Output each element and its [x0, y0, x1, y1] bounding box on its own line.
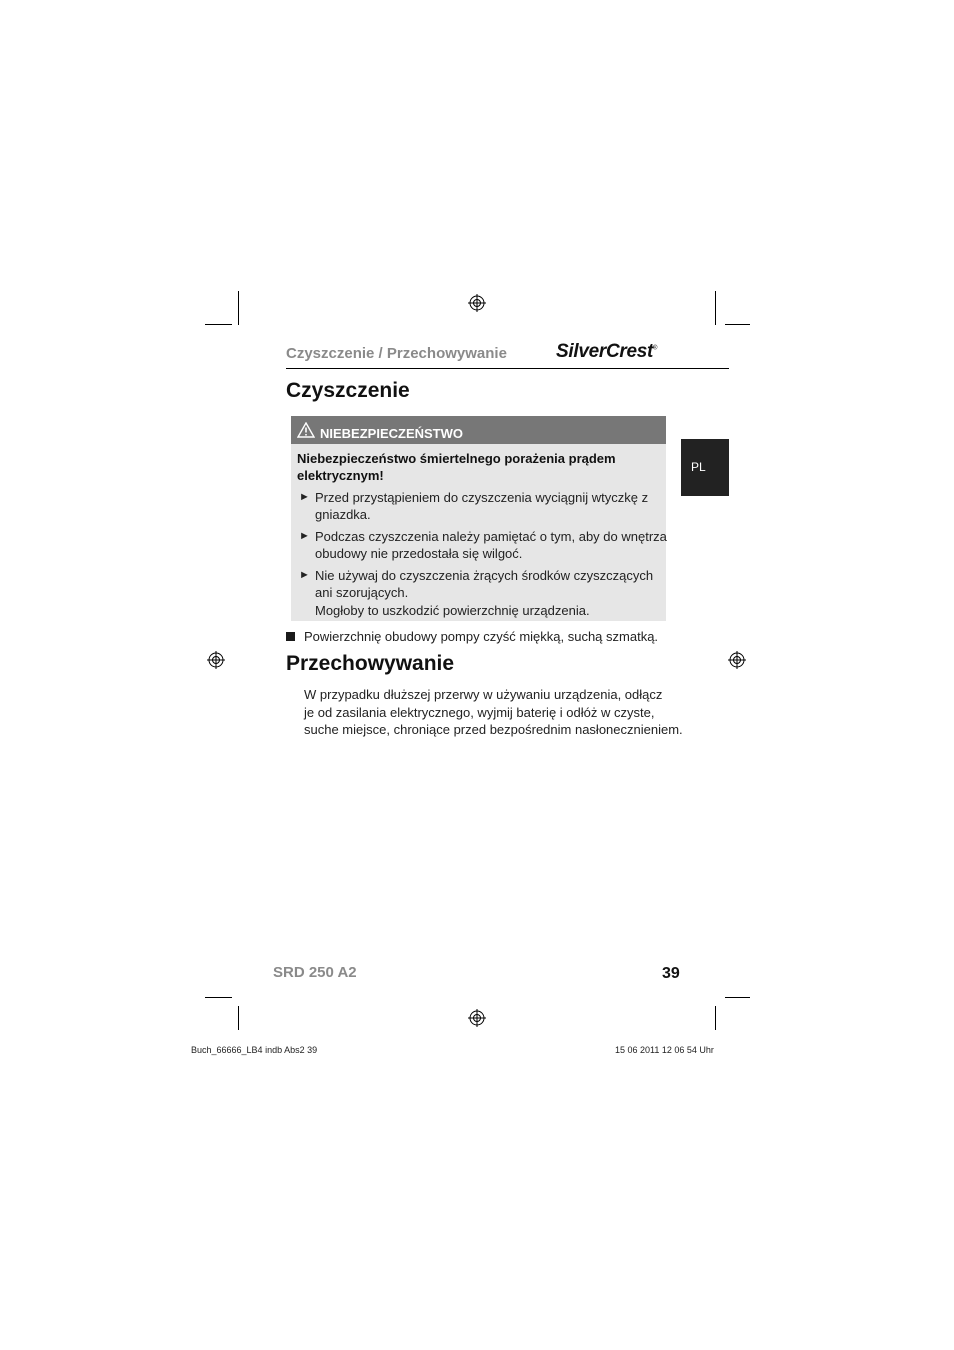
warning-triangle-icon — [297, 422, 315, 438]
registration-mark-icon — [728, 651, 746, 669]
cleaning-heading: Czyszczenie — [286, 379, 410, 402]
warning-item-line: Mogłoby to uszkodzić powierzchnię urządzenia. — [315, 603, 590, 618]
arrow-bullet-icon: ► — [299, 491, 310, 503]
language-tab-label: PL — [691, 460, 706, 474]
brand-name: SilverCrest — [556, 341, 654, 362]
crop-mark — [725, 997, 750, 998]
warning-item-line: obudowy nie przedostała się wilgoć. — [315, 546, 523, 561]
crop-mark — [725, 324, 750, 325]
registration-mark-icon — [207, 651, 225, 669]
page-number: 39 — [662, 965, 680, 982]
print-timestamp: 15 06 2011 12 06 54 Uhr — [615, 1045, 714, 1055]
brand-trademark: ® — [653, 345, 658, 352]
warning-label: NIEBEZPIECZEŃSTWO — [320, 426, 464, 441]
warning-item-line: gniazdka. — [315, 507, 371, 522]
storage-text-line: W przypadku dłuższej przerwy w używaniu urządzenia, odłącz — [304, 687, 663, 702]
crop-mark — [238, 1006, 239, 1030]
warning-item-line: Podczas czyszczenia należy pamiętać o tym, aby do wnętrza — [315, 529, 667, 544]
section-header-title: Czyszczenie / Przechowywanie — [286, 345, 507, 362]
model-number: SRD 250 A2 — [273, 964, 357, 981]
warning-item-line: Przed przystąpieniem do czyszczenia wyciągnij wtyczkę z — [315, 490, 649, 505]
storage-heading: Przechowywanie — [286, 652, 455, 675]
square-bullet-icon — [286, 632, 295, 641]
warning-item-line: ani szorujących. — [315, 585, 409, 600]
storage-text-line: suche miejsce, chroniące przed bezpośrednim nasłonecznieniem. — [304, 722, 683, 737]
registration-mark-icon — [468, 294, 486, 312]
warning-lead-text: Niebezpieczeństwo śmiertelnego porażenia prądem elektrycznym! — [297, 451, 616, 483]
crop-mark — [715, 291, 716, 325]
header-divider — [286, 368, 729, 369]
crop-mark — [715, 1006, 716, 1030]
cleaning-note: Powierzchnię obudowy pompy czyść miękką, suchą szmatką. — [304, 629, 659, 644]
crop-mark — [205, 324, 232, 325]
print-file-info: Buch_66666_LB4 indb Abs2 39 — [191, 1045, 318, 1055]
crop-mark — [238, 291, 239, 325]
registration-mark-icon — [468, 1009, 486, 1027]
arrow-bullet-icon: ► — [299, 569, 310, 581]
crop-mark — [205, 997, 232, 998]
storage-text-line: je od zasilania elektrycznego, wyjmij baterię i odłóż w czyste, — [304, 705, 655, 720]
brand-logo — [556, 341, 657, 363]
arrow-bullet-icon: ► — [299, 530, 310, 542]
warning-item-line: Nie używaj do czyszczenia żrących środków czyszczących — [315, 568, 654, 583]
